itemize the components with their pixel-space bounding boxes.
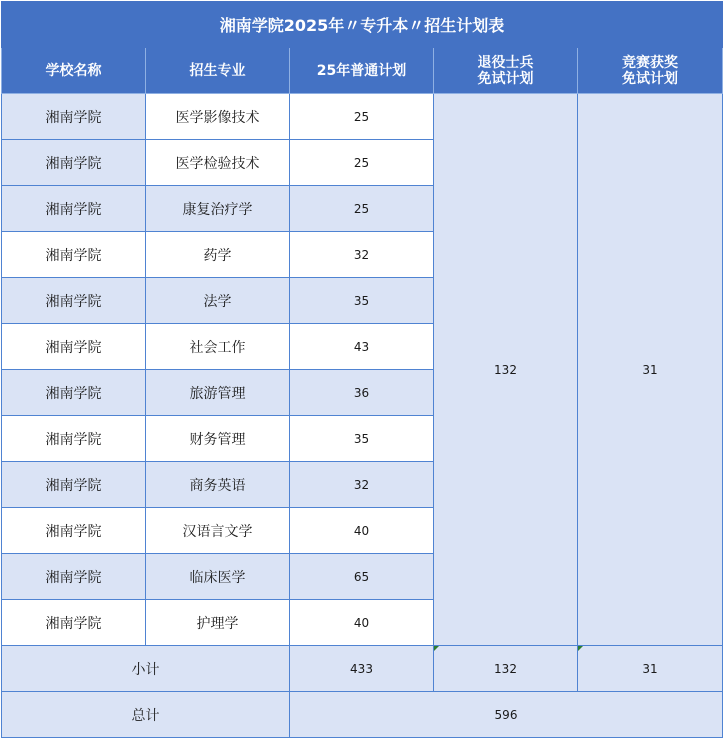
cell-school: 湘南学院	[2, 462, 146, 508]
cell-major: 医学检验技术	[146, 140, 290, 186]
cell-major: 社会工作	[146, 324, 290, 370]
header-veteran-line1: 退役士兵	[477, 54, 534, 71]
cell-school: 湘南学院	[2, 554, 146, 600]
subtotal-row	[2, 646, 723, 692]
cell-school: 湘南学院	[2, 140, 146, 186]
contest-plan-merged: 31	[578, 94, 723, 646]
cell-plan: 25	[290, 94, 434, 140]
cell-plan: 65	[290, 554, 434, 600]
total-label: 总计	[2, 692, 290, 738]
cell-school: 湘南学院	[2, 416, 146, 462]
cell-plan: 35	[290, 416, 434, 462]
cell-major: 汉语言文学	[146, 508, 290, 554]
header-contest-line2: 免试计划	[622, 70, 678, 87]
cell-plan: 40	[290, 600, 434, 646]
cell-plan: 43	[290, 324, 434, 370]
header-contest-line1: 竞赛获奖	[622, 54, 678, 71]
cell-school: 湘南学院	[2, 508, 146, 554]
cell-school: 湘南学院	[2, 324, 146, 370]
veteran-plan-merged: 132	[434, 94, 578, 646]
cell-major: 商务英语	[146, 462, 290, 508]
subtotal-veteran: 132	[434, 646, 578, 692]
cell-school: 湘南学院	[2, 186, 146, 232]
cell-school: 湘南学院	[2, 600, 146, 646]
cell-plan: 32	[290, 232, 434, 278]
cell-plan: 35	[290, 278, 434, 324]
cell-school: 湘南学院	[2, 94, 146, 140]
subtotal-contest: 31	[578, 646, 723, 692]
cell-plan: 32	[290, 462, 434, 508]
cell-plan: 36	[290, 370, 434, 416]
cell-plan: 25	[290, 186, 434, 232]
subtotal-label: 小计	[2, 646, 290, 692]
table-row	[2, 94, 723, 140]
cell-school: 湘南学院	[2, 278, 146, 324]
cell-major: 药学	[146, 232, 290, 278]
cell-major: 旅游管理	[146, 370, 290, 416]
cell-major: 法学	[146, 278, 290, 324]
cell-major: 临床医学	[146, 554, 290, 600]
header-major: 招生专业	[146, 48, 290, 94]
header-school: 学校名称	[2, 48, 146, 94]
header-veteran-plan	[434, 48, 578, 94]
cell-major: 护理学	[146, 600, 290, 646]
total-row	[2, 692, 723, 738]
header-contest-plan	[578, 48, 723, 94]
cell-school: 湘南学院	[2, 370, 146, 416]
table-title: 湘南学院2025年〃专升本〃招生计划表	[2, 2, 723, 48]
total-value: 596	[290, 692, 723, 738]
cell-plan: 40	[290, 508, 434, 554]
cell-major: 康复治疗学	[146, 186, 290, 232]
header-regular-plan: 25年普通计划	[290, 48, 434, 94]
header-veteran-line2: 免试计划	[477, 70, 534, 87]
header-row	[2, 48, 723, 94]
enrollment-plan-table	[1, 1, 723, 738]
subtotal-regular: 433	[290, 646, 434, 692]
cell-school: 湘南学院	[2, 232, 146, 278]
cell-major: 医学影像技术	[146, 94, 290, 140]
cell-major: 财务管理	[146, 416, 290, 462]
cell-plan: 25	[290, 140, 434, 186]
